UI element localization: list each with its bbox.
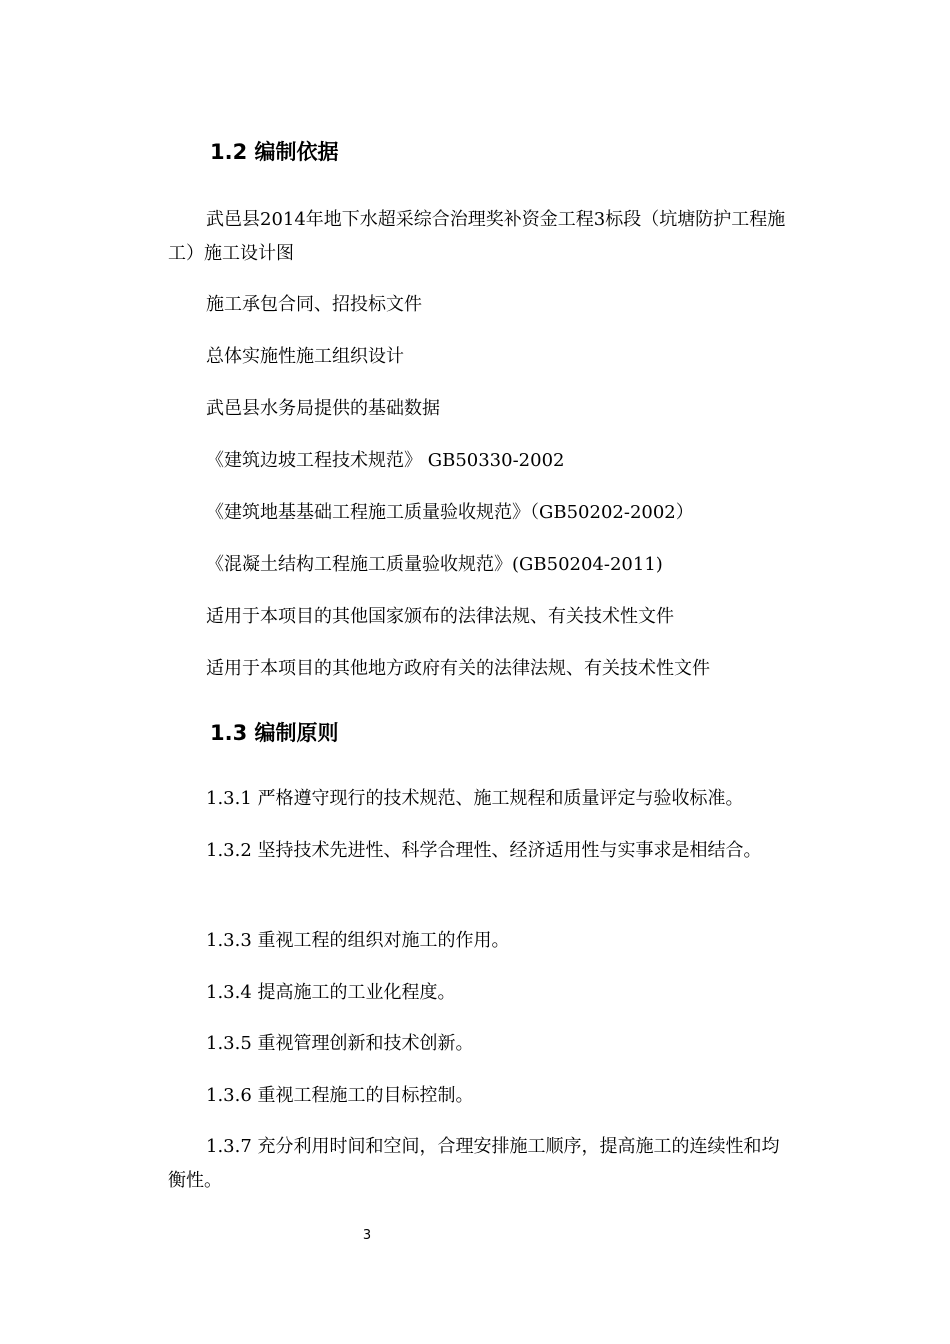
basis-item-base-data: 武邑县水务局提供的基础数据 <box>206 398 440 419</box>
page-number: 3 <box>362 1228 372 1243</box>
basis-item-slope-code: 《建筑边坡工程技术规范》 GB50330-2002 <box>206 450 565 471</box>
basis-item-design-drawings: 武邑县2014年地下水超采综合治理奖补资金工程3标段（坑塘防护工程施工）施工设计图 <box>168 209 786 264</box>
basis-item-construction-design: 总体实施性施工组织设计 <box>206 346 404 367</box>
section-heading-1-3: 1.3 编制原则 <box>210 721 339 745</box>
basis-item-national-laws: 适用于本项目的其他国家颁布的法律法规、有关技术性文件 <box>206 606 674 627</box>
basis-item-local-laws: 适用于本项目的其他地方政府有关的法律法规、有关技术性文件 <box>206 658 710 679</box>
principle-item-1-3-7: 1.3.7 充分利用时间和空间，合理安排施工顺序，提高施工的连续性和均衡性。 <box>168 1136 780 1191</box>
principle-item-1-3-3: 1.3.3 重视工程的组织对施工的作用。 <box>206 930 510 951</box>
basis-item-foundation-code: 《建筑地基基础工程施工质量验收规范》（GB50202-2002） <box>206 502 694 523</box>
section-heading-1-2: 1.2 编制依据 <box>210 140 339 164</box>
principle-item-1-3-5: 1.3.5 重视管理创新和技术创新。 <box>206 1033 474 1054</box>
principle-item-1-3-1: 1.3.1 严格遵守现行的技术规范、施工规程和质量评定与验收标准。 <box>206 788 744 809</box>
principle-item-1-3-6: 1.3.6 重视工程施工的目标控制。 <box>206 1085 474 1106</box>
basis-item-concrete-code: 《混凝土结构工程施工质量验收规范》(GB50204-2011) <box>206 554 663 575</box>
principle-item-1-3-2: 1.3.2 坚持技术先进性、科学合理性、经济适用性与实事求是相结合。 <box>206 840 762 861</box>
basis-item-contract: 施工承包合同、招投标文件 <box>206 294 422 315</box>
principle-item-1-3-4: 1.3.4 提高施工的工业化程度。 <box>206 982 456 1003</box>
